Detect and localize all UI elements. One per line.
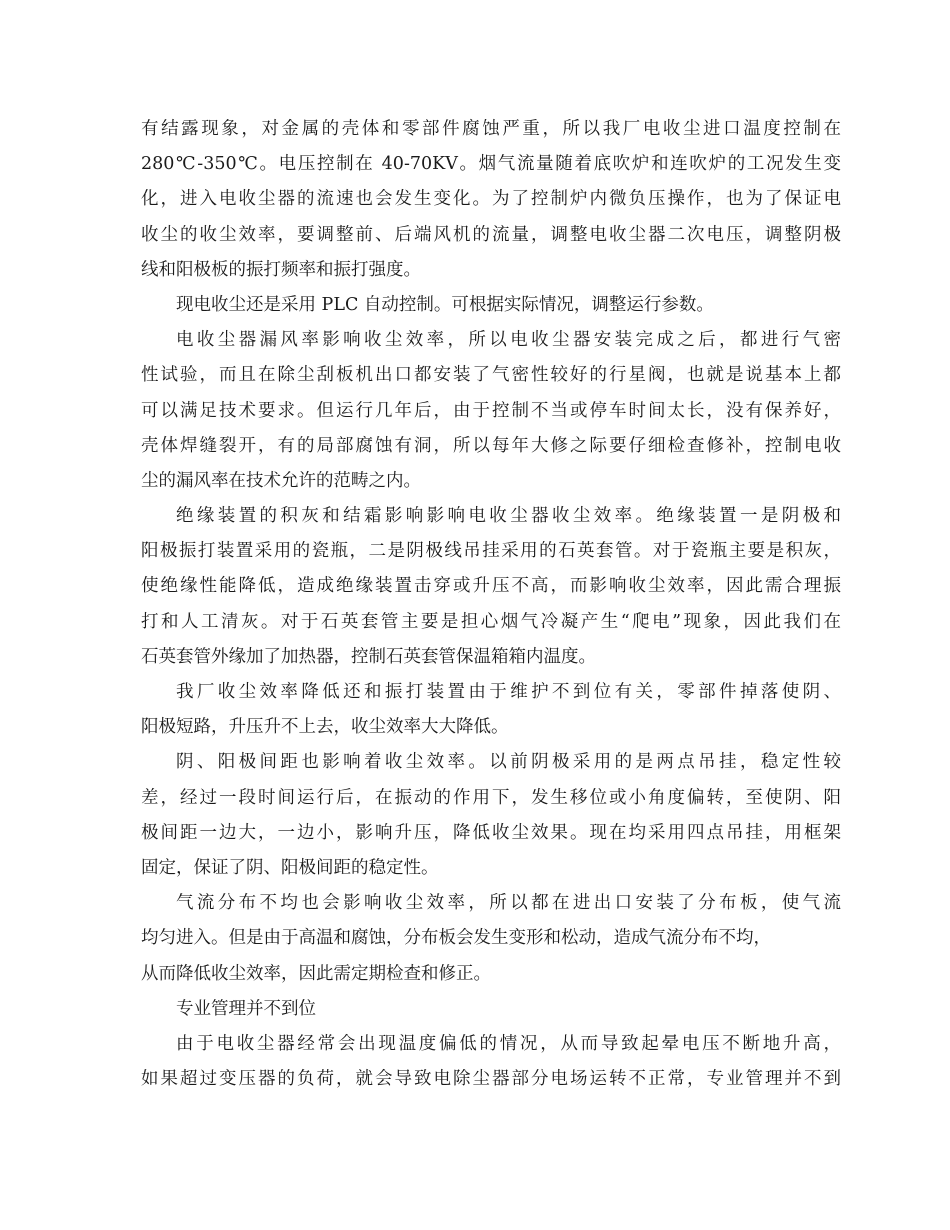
text-line: 差，经过一段时间运行后，在振动的作用下，发生移位或小角度偏转，至使阴、阳 [141, 787, 841, 808]
text-line: 打和人工清灰。对于石英套管主要是担心烟气冷凝产生“爬电”现象，因此我们在 [141, 611, 841, 632]
text-line: 石英套管外缘加了加热器，控制石英套管保温箱箱内温度。 [141, 646, 596, 667]
text-line: 化，进入电收尘器的流速也会发生变化。为了控制炉内微负压操作，也为了保证电 [141, 189, 841, 210]
text-line: 专业管理并不到位 [176, 998, 316, 1019]
text-line: 280℃-350℃。电压控制在 40-70KV。烟气流量随着底吹炉和连吹炉的工况发生变 [141, 154, 841, 175]
text-line: 现电收尘还是采用 PLC 自动控制。可根据实际情况，调整运行参数。 [176, 294, 714, 315]
text-line: 绝缘装置的积灰和结霜影响影响电收尘器收尘效率。绝缘装置一是阴极和 [176, 506, 841, 527]
text-line: 有结露现象，对金属的壳体和零部件腐蚀严重，所以我厂电收尘进口温度控制在 [141, 119, 841, 139]
text-line: 壳体焊缝裂开，有的局部腐蚀有洞，所以每年大修之际要仔细检查修补，控制电收 [141, 435, 841, 456]
text-line: 极间距一边大，一边小，影响升压，降低收尘效果。现在均采用四点吊挂，用框架 [141, 822, 841, 843]
text-line: 阳极振打装置采用的瓷瓶，二是阴极线吊挂采用的石英套管。对于瓷瓶主要是积灰， [141, 541, 841, 562]
text-line: 阴、阳极间距也影响着收尘效率。以前阴极采用的是两点吊挂，稳定性较 [176, 752, 841, 773]
document-body [141, 112, 841, 1097]
text-line: 电收尘器漏风率影响收尘效率，所以电收尘器安装完成之后，都进行气密 [176, 330, 841, 351]
text-line: 由于电收尘器经常会出现温度偏低的情况，从而导致起晕电压不断地升高， [176, 1033, 841, 1054]
text-line: 使绝缘性能降低，造成绝缘装置击穿或升压不高，而影响收尘效率，因此需合理振 [141, 576, 841, 597]
text-line: 阳极短路，升压升不上去，收尘效率大大降低。 [141, 717, 509, 738]
text-line: 固定，保证了阴、阳极间距的稳定性。 [141, 857, 439, 878]
text-line: 如果超过变压器的负荷，就会导致电除尘器部分电场运转不正常，专业管理并不到 [141, 1069, 841, 1090]
text-line: 均匀进入。但是由于高温和腐蚀，分布板会发生变形和松动，造成气流分布不均， [141, 928, 771, 949]
text-line: 性试验，而且在除尘刮板机出口都安装了气密性较好的行星阀，也就是说基本上都 [141, 365, 841, 386]
text-line: 气流分布不均也会影响收尘效率，所以都在进出口安装了分布板，使气流 [176, 893, 841, 914]
text-line: 收尘的收尘效率，要调整前、后端风机的流量，调整电收尘器二次电压，调整阴极 [141, 224, 841, 245]
text-line: 我厂收尘效率降低还和振打装置由于维护不到位有关，零部件掉落使阴、 [176, 682, 841, 702]
text-line: 从而降低收尘效率，因此需定期检查和修正。 [141, 963, 491, 984]
text-line: 尘的漏风率在技术允许的范畴之内。 [141, 470, 421, 491]
text-line: 可以满足技术要求。但运行几年后，由于控制不当或停车时间太长，没有保养好， [141, 400, 841, 421]
text-line: 线和阳极板的振打频率和振打强度。 [141, 259, 421, 280]
